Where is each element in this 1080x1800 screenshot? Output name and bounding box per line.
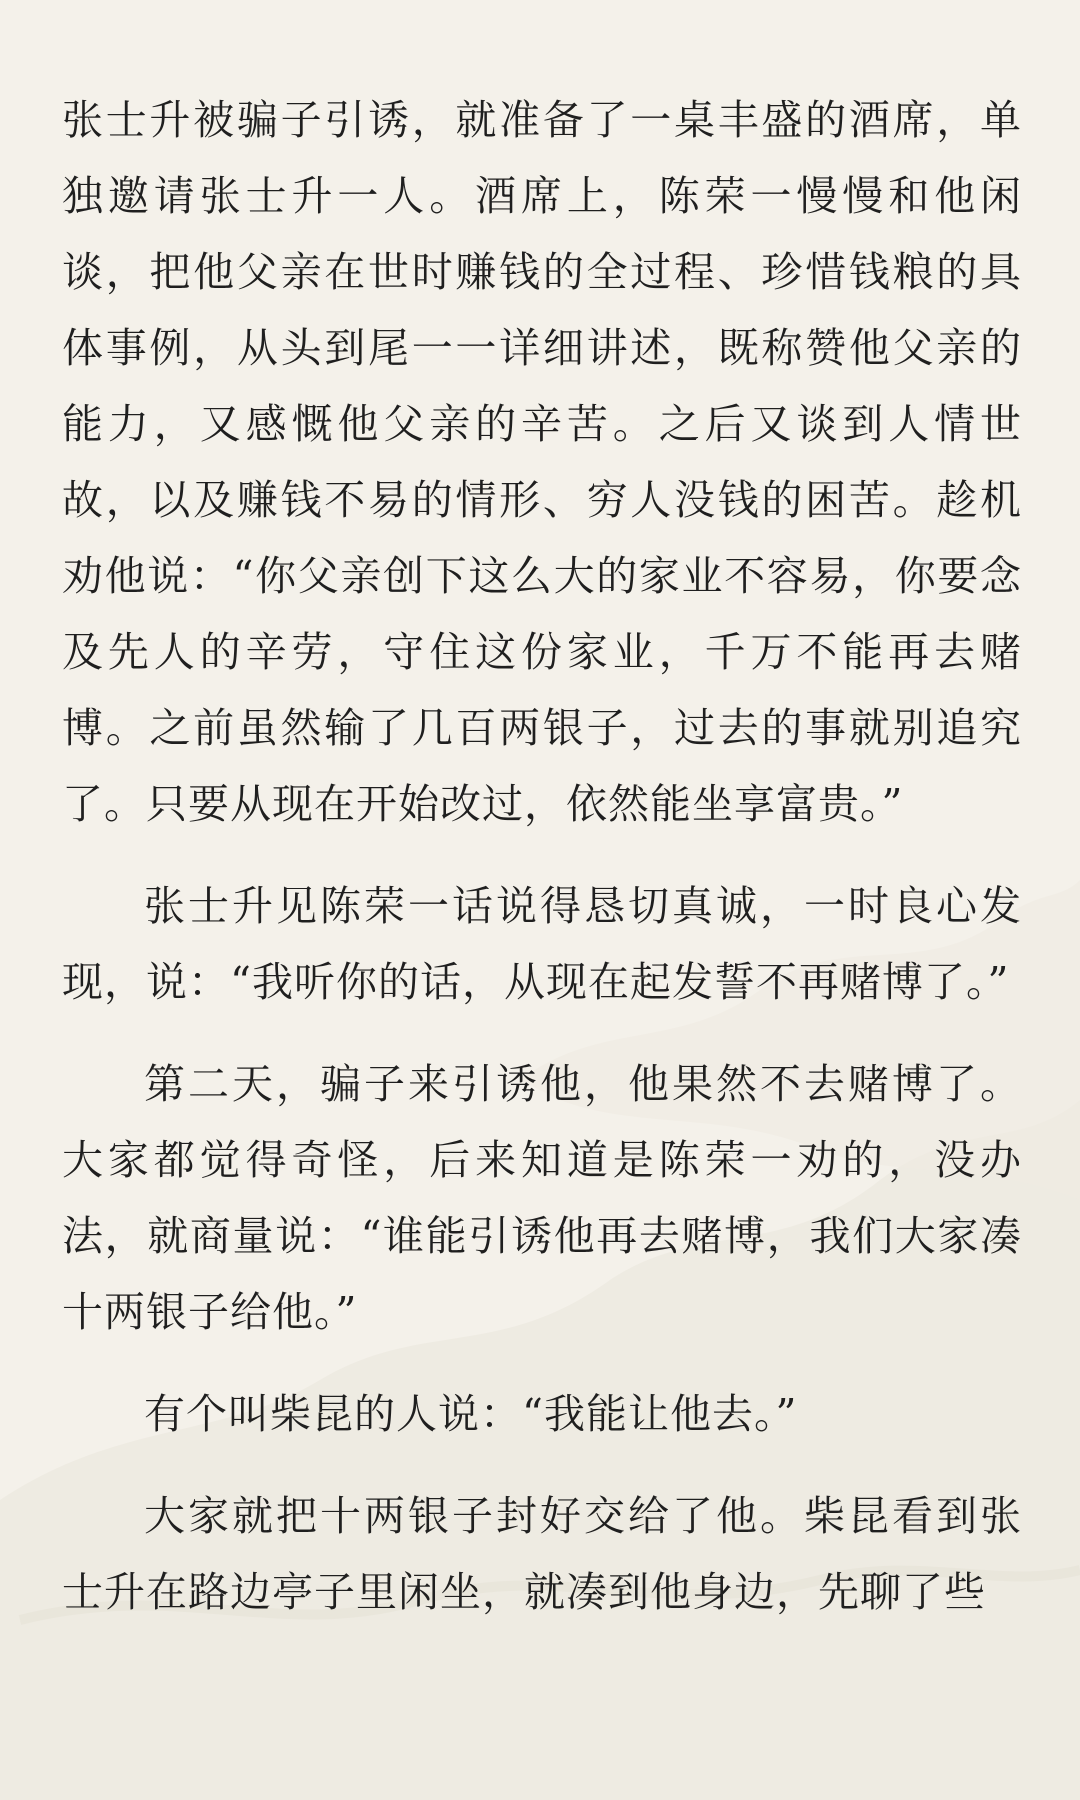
paragraph-5: 大家就把十两银子封好交给了他。柴昆看到张士升在路边亭子里闲坐，就凑到他身边，先聊了些 — [62, 1492, 1022, 1616]
paragraph-4: 有个叫柴昆的人说：“我能让他去。” — [144, 1390, 798, 1438]
paragraph-2: 张士升见陈荣一话说得恳切真诚，一时良心发现，说：“我听你的话，从现在起发誓不再赌博了。” — [62, 882, 1022, 1006]
paragraph-3: 第二天，骗子来引诱他，他果然不去赌博了。大家都觉得奇怪，后来知道是陈荣一劝的，没办法，就商量说：“谁能引诱他再去赌博，我们大家凑十两银子给他。” — [62, 1060, 1022, 1336]
paragraph-1: 张士升被骗子引诱，就准备了一桌丰盛的酒席，单独邀请张士升一人。酒席上，陈荣一慢慢和他闲谈，把他父亲在世时赚钱的全过程、珍惜钱粮的具体事例，从头到尾一一详细讲述，既称赞他父亲的能力，又感慨他父亲的辛苦。之后又谈到人情世故，以及赚钱不易的情形、穷人没钱的困苦。趁机劝他说：“你父亲创下这么大的家业不容易，你要念及先人的辛劳，守住这份家业，千万不能再去赌博。之前虽然输了几百两银子，过去的事就别追究了。只要从现在开始改过，依然能坐享富贵。” — [62, 96, 1022, 828]
